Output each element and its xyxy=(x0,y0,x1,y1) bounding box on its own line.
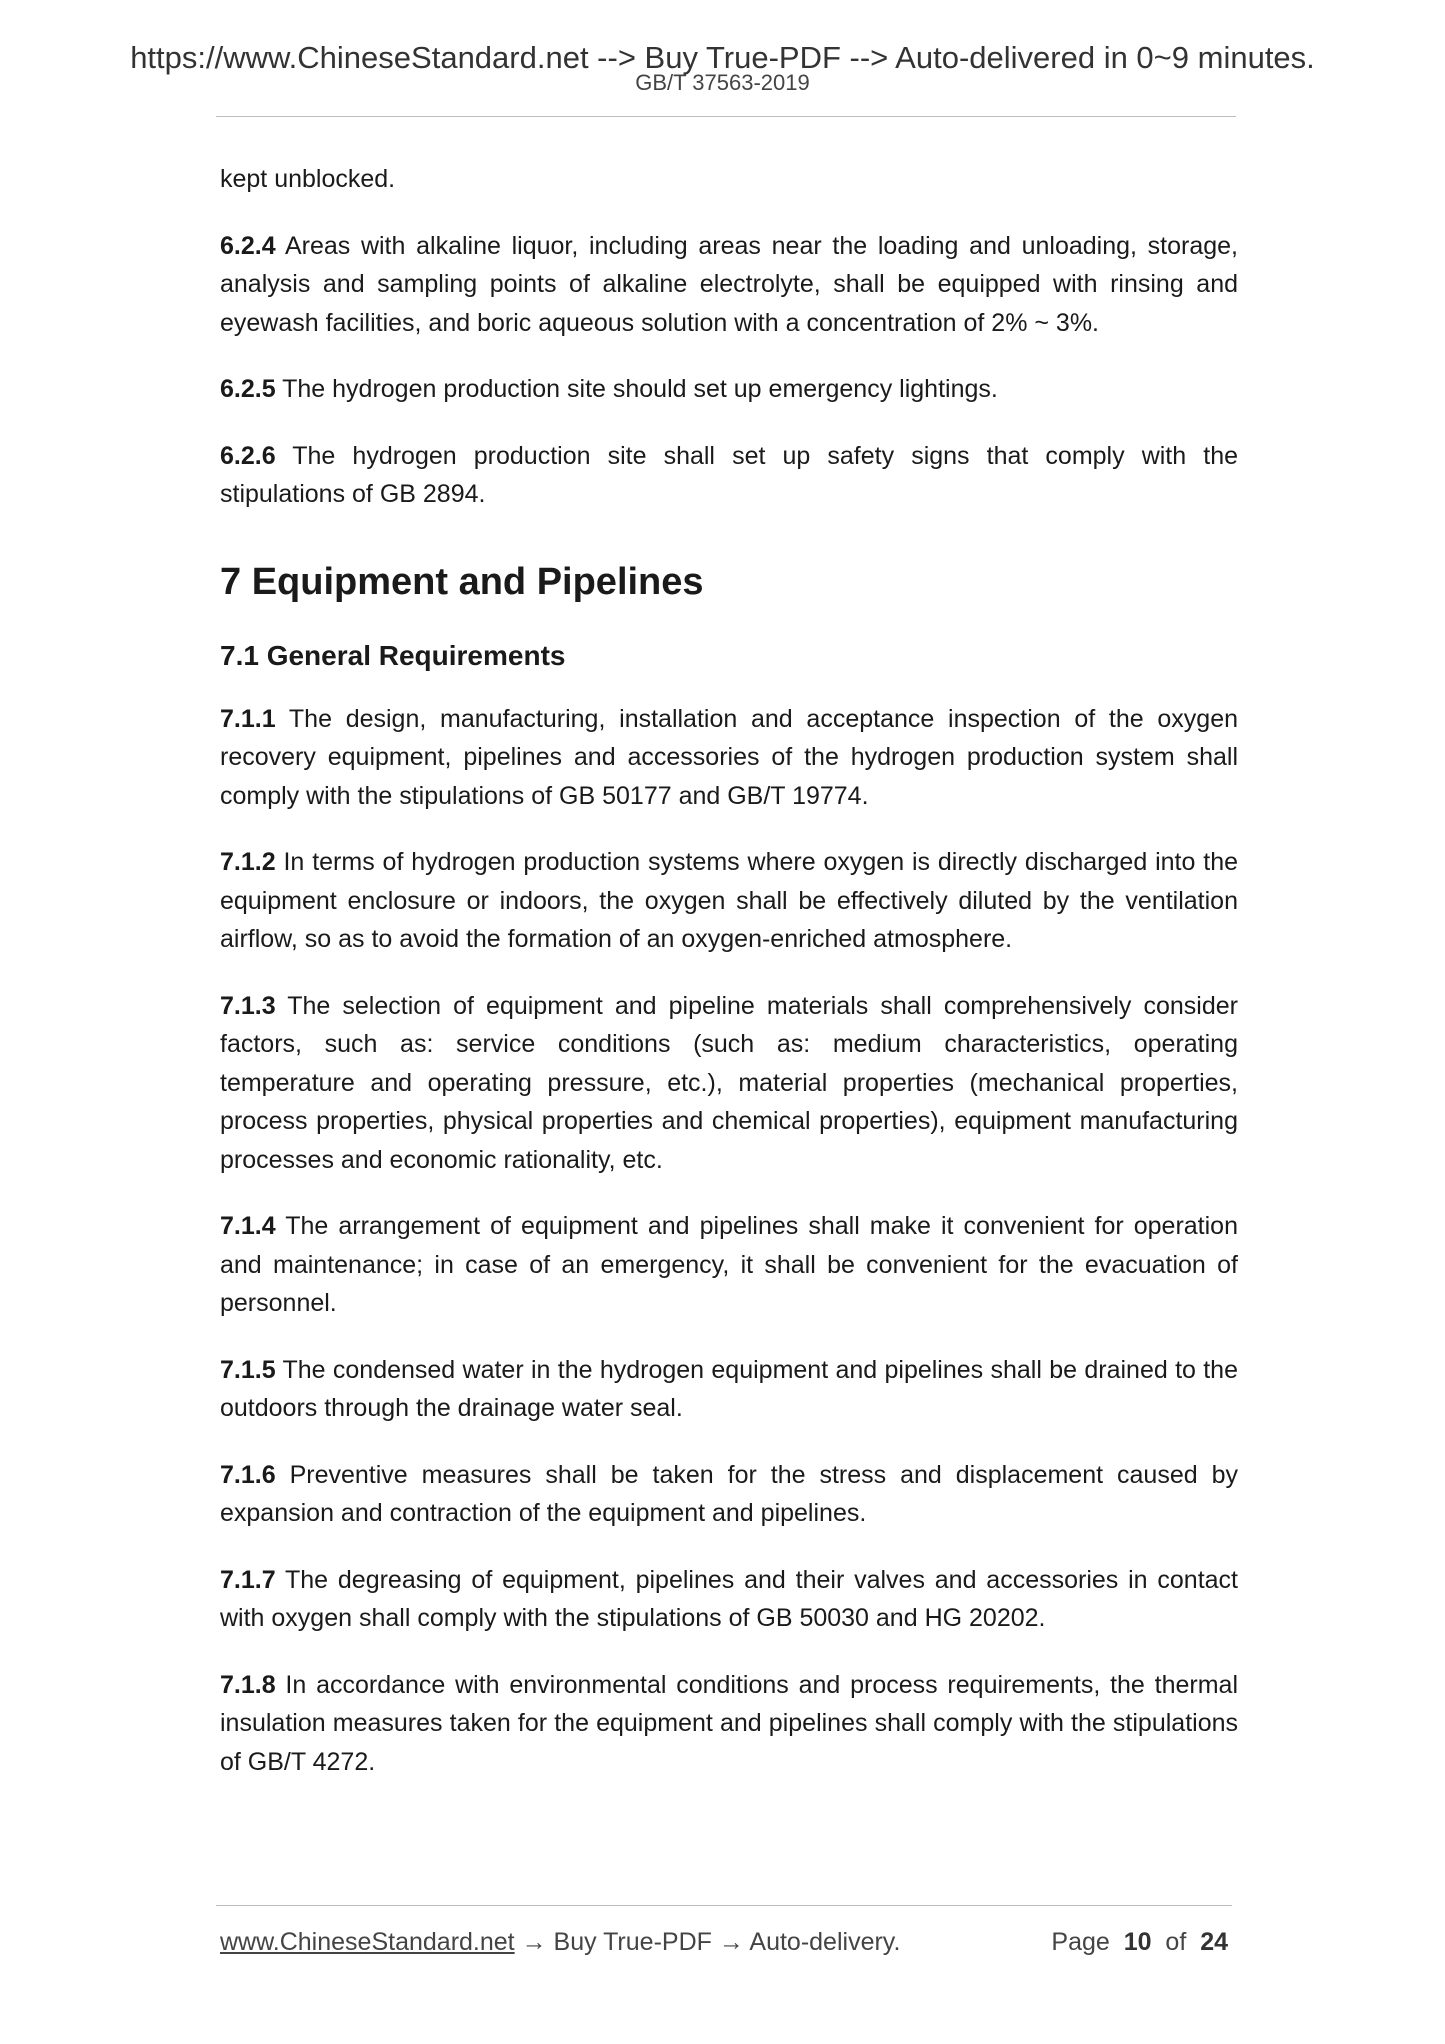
chapter-heading: 7 Equipment and Pipelines xyxy=(220,560,704,603)
clause-7-1-4 xyxy=(220,1207,1238,1323)
footer-divider xyxy=(216,1905,1232,1906)
clause-6-2-5 xyxy=(220,370,1238,409)
paragraph-text: kept unblocked. xyxy=(220,165,396,193)
clause-number: 7.1.8 xyxy=(220,1670,276,1699)
of-word: of xyxy=(1165,1928,1187,1956)
clause-number: 6.2.6 xyxy=(220,441,276,470)
clause-6-2-6 xyxy=(220,437,1238,514)
footer-tail-text: → Buy True-PDF → Auto-delivery. xyxy=(514,1928,901,1956)
page-content xyxy=(220,160,1238,1809)
clause-text: In terms of hydrogen production systems where oxygen is directly discharged into the equipment enclosure or indoors, the oxygen shall be effectively diluted by the ventilation airflow, so as to avoid the formation of an oxygen-enriched atmosphere. xyxy=(220,848,1239,953)
site-link[interactable]: www.ChineseStandard.net xyxy=(220,1928,515,1956)
clause-number: 7.1.2 xyxy=(220,848,276,876)
page-indicator xyxy=(1051,1928,1228,1957)
clause-text: The degreasing of equipment, pipelines and their valves and accessories in contact with oxygen shall comply with the stipulations of GB 50030 and HG 20202. xyxy=(220,1565,1238,1632)
standard-code: GB/T 37563-2019 xyxy=(635,70,810,95)
page-word: Page xyxy=(1051,1928,1110,1956)
top-banner: https://www.ChineseStandard.net --> Buy True-PDF --> Auto-delivered in 0~9 minutes. xyxy=(130,40,1315,75)
clause-7-1-8 xyxy=(220,1666,1238,1782)
clause-number: 7.1.1 xyxy=(220,704,276,733)
footer-promo xyxy=(220,1928,900,1957)
clause-number: 7.1.4 xyxy=(220,1212,276,1240)
clause-7-1-5 xyxy=(220,1351,1238,1428)
paragraph-continuation xyxy=(220,160,1238,199)
clause-number: 6.2.5 xyxy=(220,375,276,403)
header-divider xyxy=(216,116,1236,117)
clause-6-2-4 xyxy=(220,227,1238,343)
clause-7-1-6 xyxy=(220,1456,1238,1533)
section-heading: 7.1 General Requirements xyxy=(220,639,566,671)
clause-text: The selection of equipment and pipeline materials shall comprehensively consider factors, such as: service conditions (such as: medium characteristics, operating temperature and operating pressure, etc.), material properties (mechanical properties, process properties, physical properties and chemical properties), equipment manufacturing processes and economic rationality, etc. xyxy=(220,991,1238,1174)
clause-7-1-2 xyxy=(220,843,1238,959)
clause-text: In accordance with environmental conditions and process requirements, the thermal insulation measures taken for the equipment and pipelines shall comply with the stipulations of GB/T 4272. xyxy=(220,1670,1238,1776)
page-total: 24 xyxy=(1200,1928,1228,1956)
clause-number: 7.1.6 xyxy=(220,1460,276,1489)
clause-number: 7.1.3 xyxy=(220,991,276,1020)
clause-7-1-1 xyxy=(220,700,1238,816)
page-number: 10 xyxy=(1123,1928,1152,1956)
clause-text: The hydrogen production site should set up emergency lightings. xyxy=(282,375,998,403)
clause-text: Preventive measures shall be taken for the stress and displacement caused by expansion and contraction of the equipment and pipelines. xyxy=(220,1460,1238,1527)
clause-number: 7.1.7 xyxy=(220,1565,276,1594)
clause-text: Areas with alkaline liquor, including areas near the loading and unloading, storage, analysis and sampling points of alkaline electrolyte, shall be equipped with rinsing and eyewash facilities, and boric aqueous solution with a concentration of 2% ~ 3%. xyxy=(220,231,1238,337)
clause-text: The condensed water in the hydrogen equipment and pipelines shall be drained to the outdoors through the drainage water seal. xyxy=(220,1355,1238,1422)
clause-number: 7.1.5 xyxy=(220,1355,276,1384)
clause-text: The arrangement of equipment and pipelines shall make it convenient for operation and maintenance; in case of an emergency, it shall be convenient for the evacuation of personnel. xyxy=(220,1212,1238,1317)
clause-text: The design, manufacturing, installation and acceptance inspection of the oxygen recovery equipment, pipelines and accessories of the hydrogen production system shall comply with the stipulations of GB 50177 and GB/T 19774. xyxy=(220,704,1238,810)
clause-number: 6.2.4 xyxy=(220,231,276,260)
clause-7-1-7 xyxy=(220,1561,1238,1638)
clause-7-1-3 xyxy=(220,987,1238,1180)
clause-text: The hydrogen production site shall set up safety signs that comply with the stipulations of GB 2894. xyxy=(220,441,1238,508)
